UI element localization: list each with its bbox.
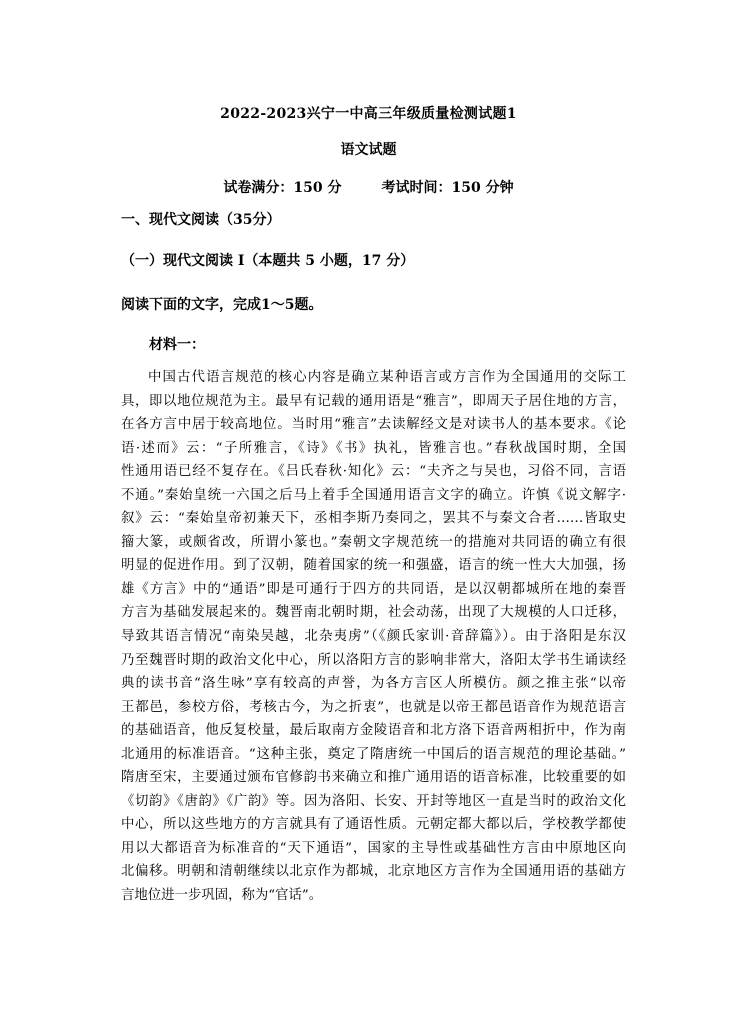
full-score: 试卷满分：150 分 [223, 180, 342, 196]
exam-time: 考试时间：150 分钟 [381, 180, 514, 196]
passage-line: 北偏移。明朝和清朝继续以北京作为都城，北京地区方言作为全国通用语的基础方 [121, 864, 626, 880]
passage-line: 《切韵》《唐韵》《广韵》等。因为洛阳、长安、开封等地区一直是当时的政治文化 [121, 793, 626, 809]
passage-line: 方言为基础发展起来的。魏晋南北朝时期，社会动荡，出现了大规模的人口迁移， [121, 605, 626, 621]
section-heading: 一、现代文阅读（35分） [121, 212, 281, 228]
passage-line: 王都邑，参校方俗，考核古今，为之折衷”，也就是以帝王都邑语音作为规范语言 [121, 699, 626, 715]
passage-line: 在各方言中居于较高地位。当时用“雅言”去读解经文是对读书人的基本要求。《论 [121, 417, 626, 433]
passage-line: 乃至魏晋时期的政治文化中心，所以洛阳方言的影响非常大，洛阳太学书生诵读经 [121, 652, 626, 668]
subsection-heading: （一）现代文阅读 I（本题共 5 小题，17 分） [121, 253, 415, 269]
passage-line: 的基础语音，他反复校量，最后取南方金陵语音和北方洛下语音两相折中，作为南 [121, 723, 626, 739]
reading-instruction: 阅读下面的文字，完成1～5题。 [121, 297, 323, 313]
exam-meta [0, 177, 737, 197]
passage-line: 语·述而》云：“子所雅言，《诗》《书》执礼，皆雅言也。”春秋战国时期，全国 [121, 440, 626, 456]
passage-line: 典的读书音“洛生咏”享有较高的声誉，为各方言区人所模仿。颜之推主张“以帝 [121, 676, 626, 692]
material-label: 材料一： [149, 337, 205, 353]
passage-line: 中国古代语言规范的核心内容是确立某种语言或方言作为全国通用的交际工 [148, 370, 626, 385]
passage-line: 明显的促进作用。到了汉朝，随着国家的统一和强盛，语言的统一性大大加强，扬 [121, 558, 626, 574]
passage-body [121, 366, 626, 908]
passage-line: 隋唐至宋，主要通过颁布官修韵书来确立和推广通用语的语音标准，比较重要的如 [121, 770, 626, 786]
passage-line: 北通用的标准语音。“这种主张，奠定了隋唐统一中国后的语言规范的理论基础。” [121, 746, 626, 762]
passage-line: 具，即以地位规范为主。最早有记载的通用语是“雅言”，即周天子居住地的方言， [121, 393, 626, 409]
exam-title: 2022-2023兴宁一中高三年级质量检测试题1 [220, 106, 517, 122]
passage-line: 叙》云：“秦始皇帝初兼天下，丞相李斯乃奏同之，罢其不与秦文合者……皆取史 [121, 511, 626, 527]
passage-line: 籀大篆，或颇省改，所谓小篆也。”秦朝文字规范统一的措施对共同语的确立有很 [121, 534, 626, 550]
passage-line: 性通用语已经不复存在。《吕氏春秋·知化》云：“夫齐之与吴也，习俗不同，言语 [121, 464, 626, 480]
passage-line: 导致其语言情况“南染吴越，北杂夷虏”（《颜氏家训·音辞篇》）。由于洛阳是东汉 [121, 629, 626, 645]
passage-line: 不通。”秦始皇统一六国之后马上着手全国通用语言文字的确立。许慎《说文解字· [121, 487, 626, 503]
passage-line: 中心，所以这些地方的方言就具有了通语性质。元朝定都大都以后，学校教学都使 [121, 817, 626, 833]
subject-title: 语文试题 [340, 142, 397, 158]
passage-line: 言地位进一步巩固，称为“官话”。 [121, 888, 323, 904]
passage-line: 雄《方言》中的“通语”即是可通行于四方的共同语，是以汉朝都城所在地的秦晋 [121, 581, 626, 597]
passage-line: 用以大都语音为标准音的“天下通语”，国家的主导性或基础性方言由中原地区向 [121, 840, 626, 856]
